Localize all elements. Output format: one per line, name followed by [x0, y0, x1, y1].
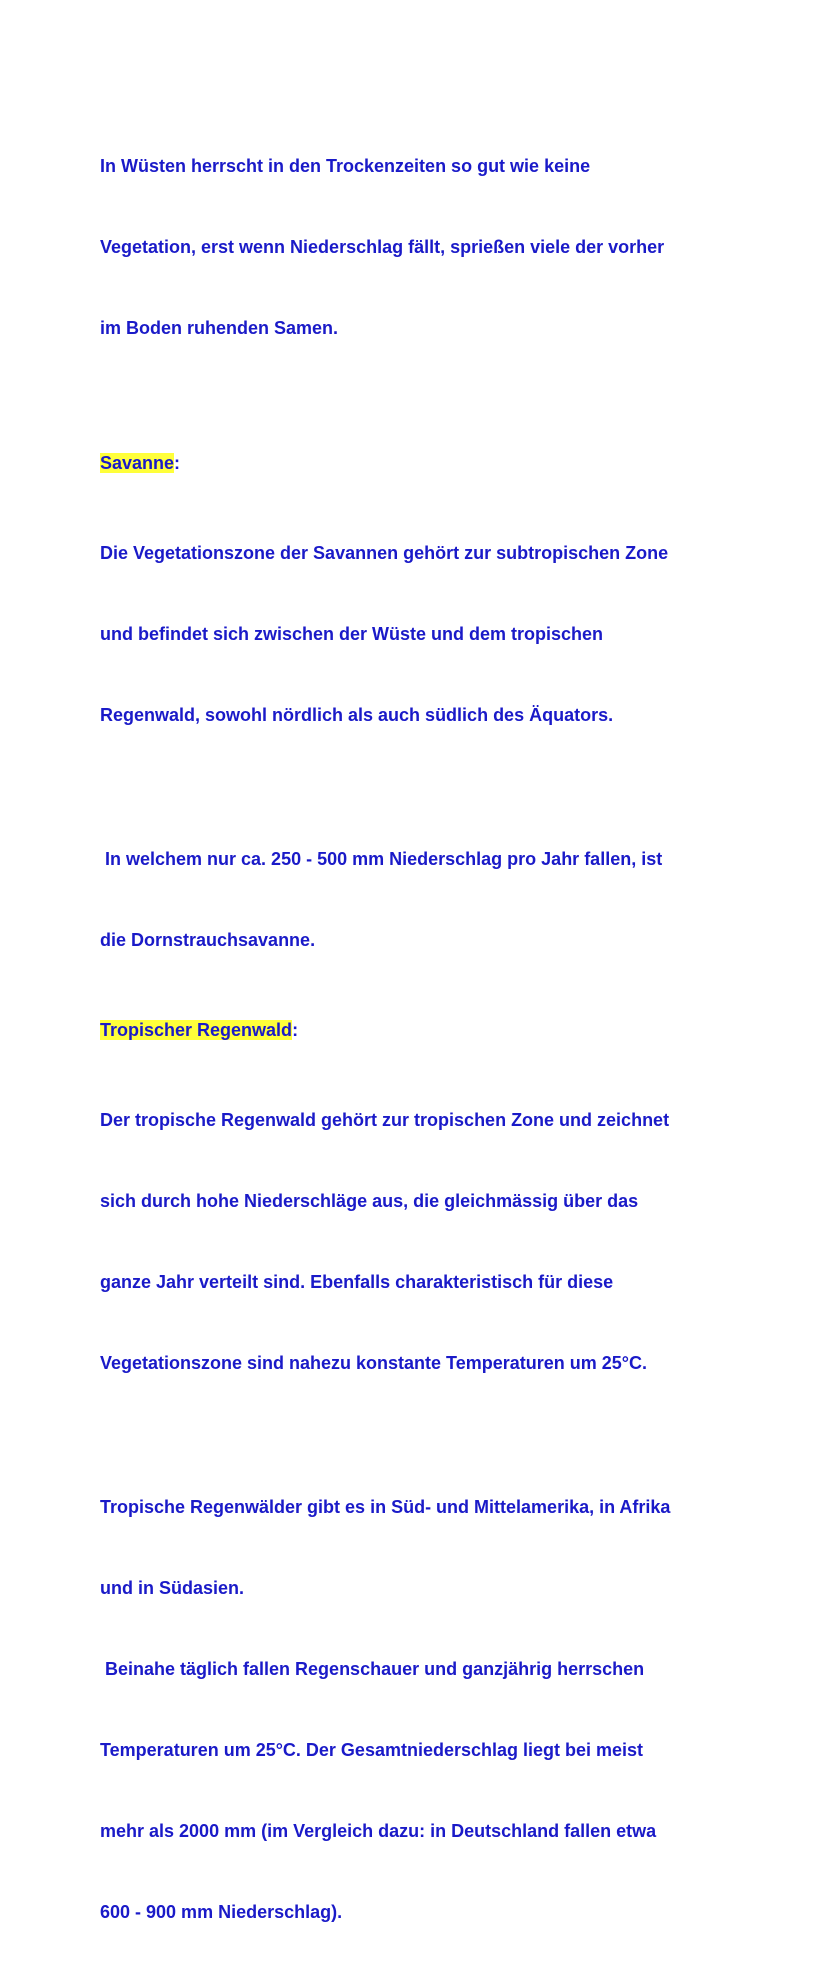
paragraph-savanna-thorn	[100, 792, 750, 1008]
text-line: und befindet sich zwischen der Wüste und dem tropischen	[100, 624, 604, 644]
heading-rainforest-text: Tropischer Regenwald	[100, 1020, 293, 1040]
text-line: Vegetationszone sind nahezu konstante Temperaturen um 25°C.	[100, 1353, 647, 1373]
spacer	[100, 1431, 750, 1440]
text-line: Regenwald, sowohl nördlich als auch südlich des Äquators.	[100, 705, 614, 725]
text-line: In Wüsten herrscht in den Trockenzeiten so gut wie keine	[100, 156, 591, 176]
text-line: mehr als 2000 mm (im Vergleich dazu: in Deutschland fallen etwa	[100, 1821, 657, 1841]
text-line: Der tropische Regenwald gehört zur tropischen Zone und zeichnet	[100, 1110, 670, 1130]
text-line: sich durch hohe Niederschläge aus, die gleichmässig über das	[100, 1191, 639, 1211]
text-line: In welchem nur ca. 250 - 500 mm Niederschlag pro Jahr fallen, ist	[100, 849, 663, 869]
spacer	[100, 1008, 750, 1017]
text-line: Die Vegetationszone der Savannen gehört zur subtropischen Zone	[100, 543, 669, 563]
heading-rainforest-colon: :	[292, 1020, 299, 1040]
heading-savanna	[100, 450, 750, 477]
spacer	[100, 783, 750, 792]
heading-savanna-colon: :	[174, 453, 181, 473]
paragraph-desert	[100, 99, 750, 396]
text-line: Vegetation, erst wenn Niederschlag fällt, sprießen viele der vorher	[100, 237, 665, 257]
text-line: im Boden ruhenden Samen.	[100, 318, 339, 338]
spacer	[100, 1044, 750, 1053]
heading-savanna-text: Savanne	[100, 453, 175, 473]
paragraph-rainforest-regions	[100, 1440, 750, 1980]
text-line: Beinahe täglich fallen Regenschauer und ganzjährig herrschen	[100, 1659, 645, 1679]
text-line: die Dornstrauchsavanne.	[100, 930, 316, 950]
spacer	[100, 396, 750, 450]
document-body	[100, 99, 750, 1980]
text-line: und in Südasien.	[100, 1578, 245, 1598]
text-line: Temperaturen um 25°C. Der Gesamtniederschlag liegt bei meist	[100, 1740, 644, 1760]
paragraph-rainforest-intro	[100, 1053, 750, 1431]
heading-rainforest	[100, 1017, 750, 1044]
spacer	[100, 477, 750, 486]
text-line: Tropische Regenwälder gibt es in Süd- und Mittelamerika, in Afrika	[100, 1497, 671, 1517]
text-line: 600 - 900 mm Niederschlag).	[100, 1902, 343, 1922]
text-line: ganze Jahr verteilt sind. Ebenfalls charakteristisch für diese	[100, 1272, 614, 1292]
paragraph-savanna-intro	[100, 486, 750, 783]
